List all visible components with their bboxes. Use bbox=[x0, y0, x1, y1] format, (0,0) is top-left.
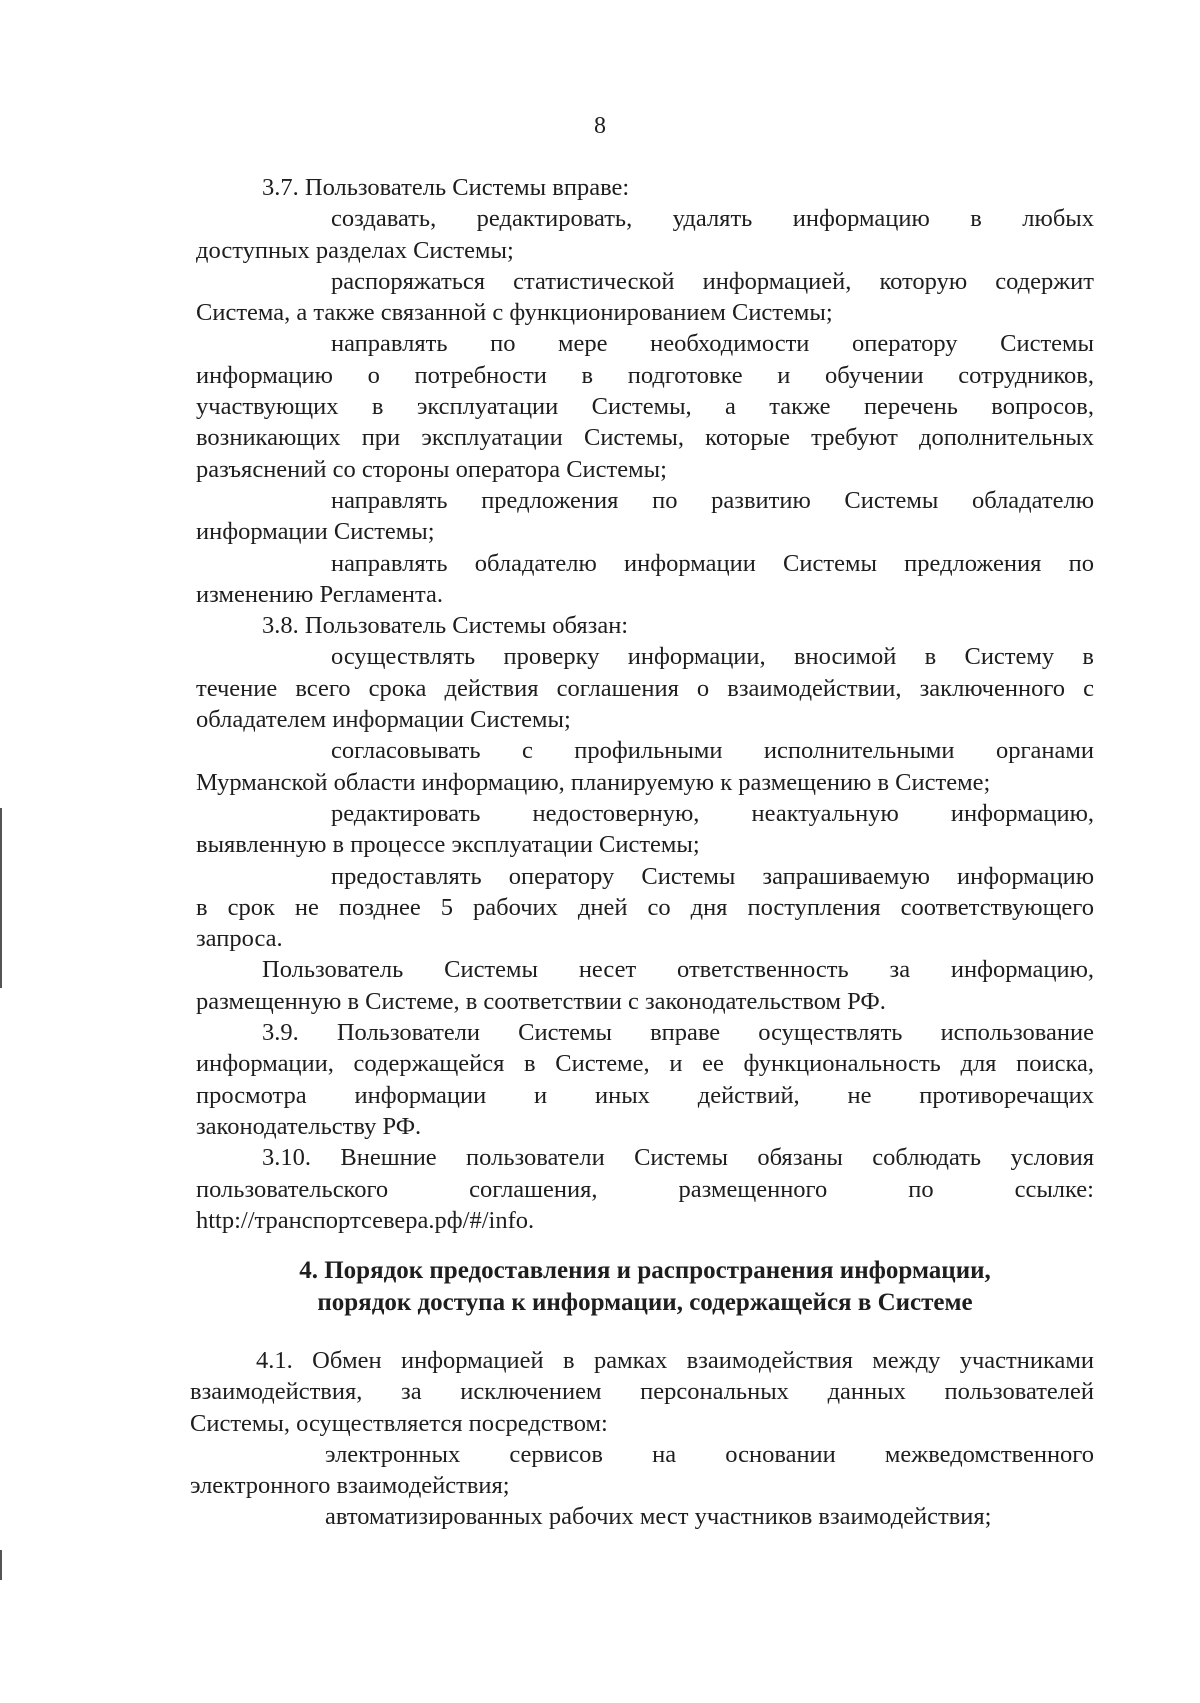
text-line: течение всего срока действия соглашения о взаимодействии, заключенного с bbox=[196, 674, 1094, 702]
text-line: выявленную в процессе эксплуатации Системы; bbox=[196, 831, 700, 859]
text-line: 3.7. Пользователь Системы вправе: bbox=[262, 174, 630, 201]
text-line: 3.8. Пользователь Системы обязан: bbox=[262, 612, 629, 640]
text-line: автоматизированных рабочих мест участников взаимодействия; bbox=[325, 1503, 992, 1531]
text-line: изменению Регламента. bbox=[196, 580, 444, 608]
section-3-text bbox=[196, 172, 1094, 1236]
text-line: редактировать недостоверную, неактуальную информацию, bbox=[331, 799, 1094, 827]
scan-edge-mark bbox=[0, 1550, 2, 1580]
text-line: участвующих в эксплуатации Системы, а также перечень вопросов, bbox=[196, 393, 1094, 421]
text-line: 3.9. Пользователи Системы вправе осуществлять использование bbox=[262, 1019, 1094, 1047]
text-line: возникающих при эксплуатации Системы, которые требуют дополнительных bbox=[196, 424, 1094, 452]
section-4-text bbox=[190, 1345, 1094, 1533]
page-number: 8 bbox=[594, 113, 606, 139]
text-line: взаимодействия, за исключением персональных данных пользователей bbox=[190, 1378, 1094, 1406]
text-line: создавать, редактировать, удалять информацию в любых bbox=[331, 205, 1094, 233]
text-line: разъяснений со стороны оператора Системы; bbox=[196, 455, 667, 483]
text-line: http://транспортсевера.рф/#/info. bbox=[196, 1206, 535, 1234]
section-4-heading bbox=[196, 1255, 1094, 1319]
text-line: Мурманской области информацию, планируемую к размещению в Системе; bbox=[196, 768, 991, 796]
text-line: Системы, осуществляется посредством: bbox=[190, 1409, 608, 1437]
text-line: осуществлять проверку информации, вносимой в Систему в bbox=[331, 643, 1094, 671]
text-line: запроса. bbox=[196, 925, 283, 953]
text-line: согласовывать с профильными исполнительными органами bbox=[331, 737, 1094, 765]
text-line: информацию о потребности в подготовке и обучении сотрудников, bbox=[196, 361, 1094, 389]
text-line: Система, а также связанной с функционированием Системы; bbox=[196, 299, 833, 327]
text-line: в срок не позднее 5 рабочих дней со дня поступления соответствующего bbox=[196, 893, 1094, 921]
text-line: информации, содержащейся в Системе, и ее функциональность для поиска, bbox=[196, 1050, 1094, 1078]
text-line: электронного взаимодействия; bbox=[190, 1472, 510, 1500]
text-line: пользовательского соглашения, размещенного по ссылке: bbox=[196, 1175, 1094, 1203]
text-line: размещенную в Системе, в соответствии с законодательством РФ. bbox=[196, 987, 886, 1015]
text-line: Пользователь Системы несет ответственность за информацию, bbox=[262, 956, 1094, 984]
text-line: обладателем информации Системы; bbox=[196, 706, 571, 734]
text-line: электронных сервисов на основании межведомственного bbox=[325, 1440, 1094, 1468]
text-line: предоставлять оператору Системы запрашиваемую информацию bbox=[331, 862, 1094, 890]
text-line: направлять по мере необходимости оператору Системы bbox=[331, 330, 1094, 358]
text-line: распоряжаться статистической информацией, которую содержит bbox=[331, 267, 1094, 295]
text-line: просмотра информации и иных действий, не противоречащих bbox=[196, 1081, 1094, 1109]
scan-edge-mark bbox=[0, 808, 2, 988]
text-line: 3.10. Внешние пользователи Системы обязаны соблюдать условия bbox=[262, 1144, 1094, 1172]
heading-line-1: 4. Порядок предоставления и распространения информации, bbox=[299, 1257, 991, 1284]
text-line: направлять обладателю информации Системы предложения по bbox=[331, 549, 1094, 577]
text-line: 4.1. Обмен информацией в рамках взаимодействия между участниками bbox=[256, 1347, 1094, 1374]
text-line: информации Системы; bbox=[196, 518, 435, 546]
text-line: законодательству РФ. bbox=[196, 1112, 422, 1140]
text-line: доступных разделах Системы; bbox=[196, 236, 514, 264]
heading-line-2: порядок доступа к информации, содержащейся в Системе bbox=[317, 1289, 973, 1316]
text-line: направлять предложения по развитию Системы обладателю bbox=[331, 486, 1094, 514]
